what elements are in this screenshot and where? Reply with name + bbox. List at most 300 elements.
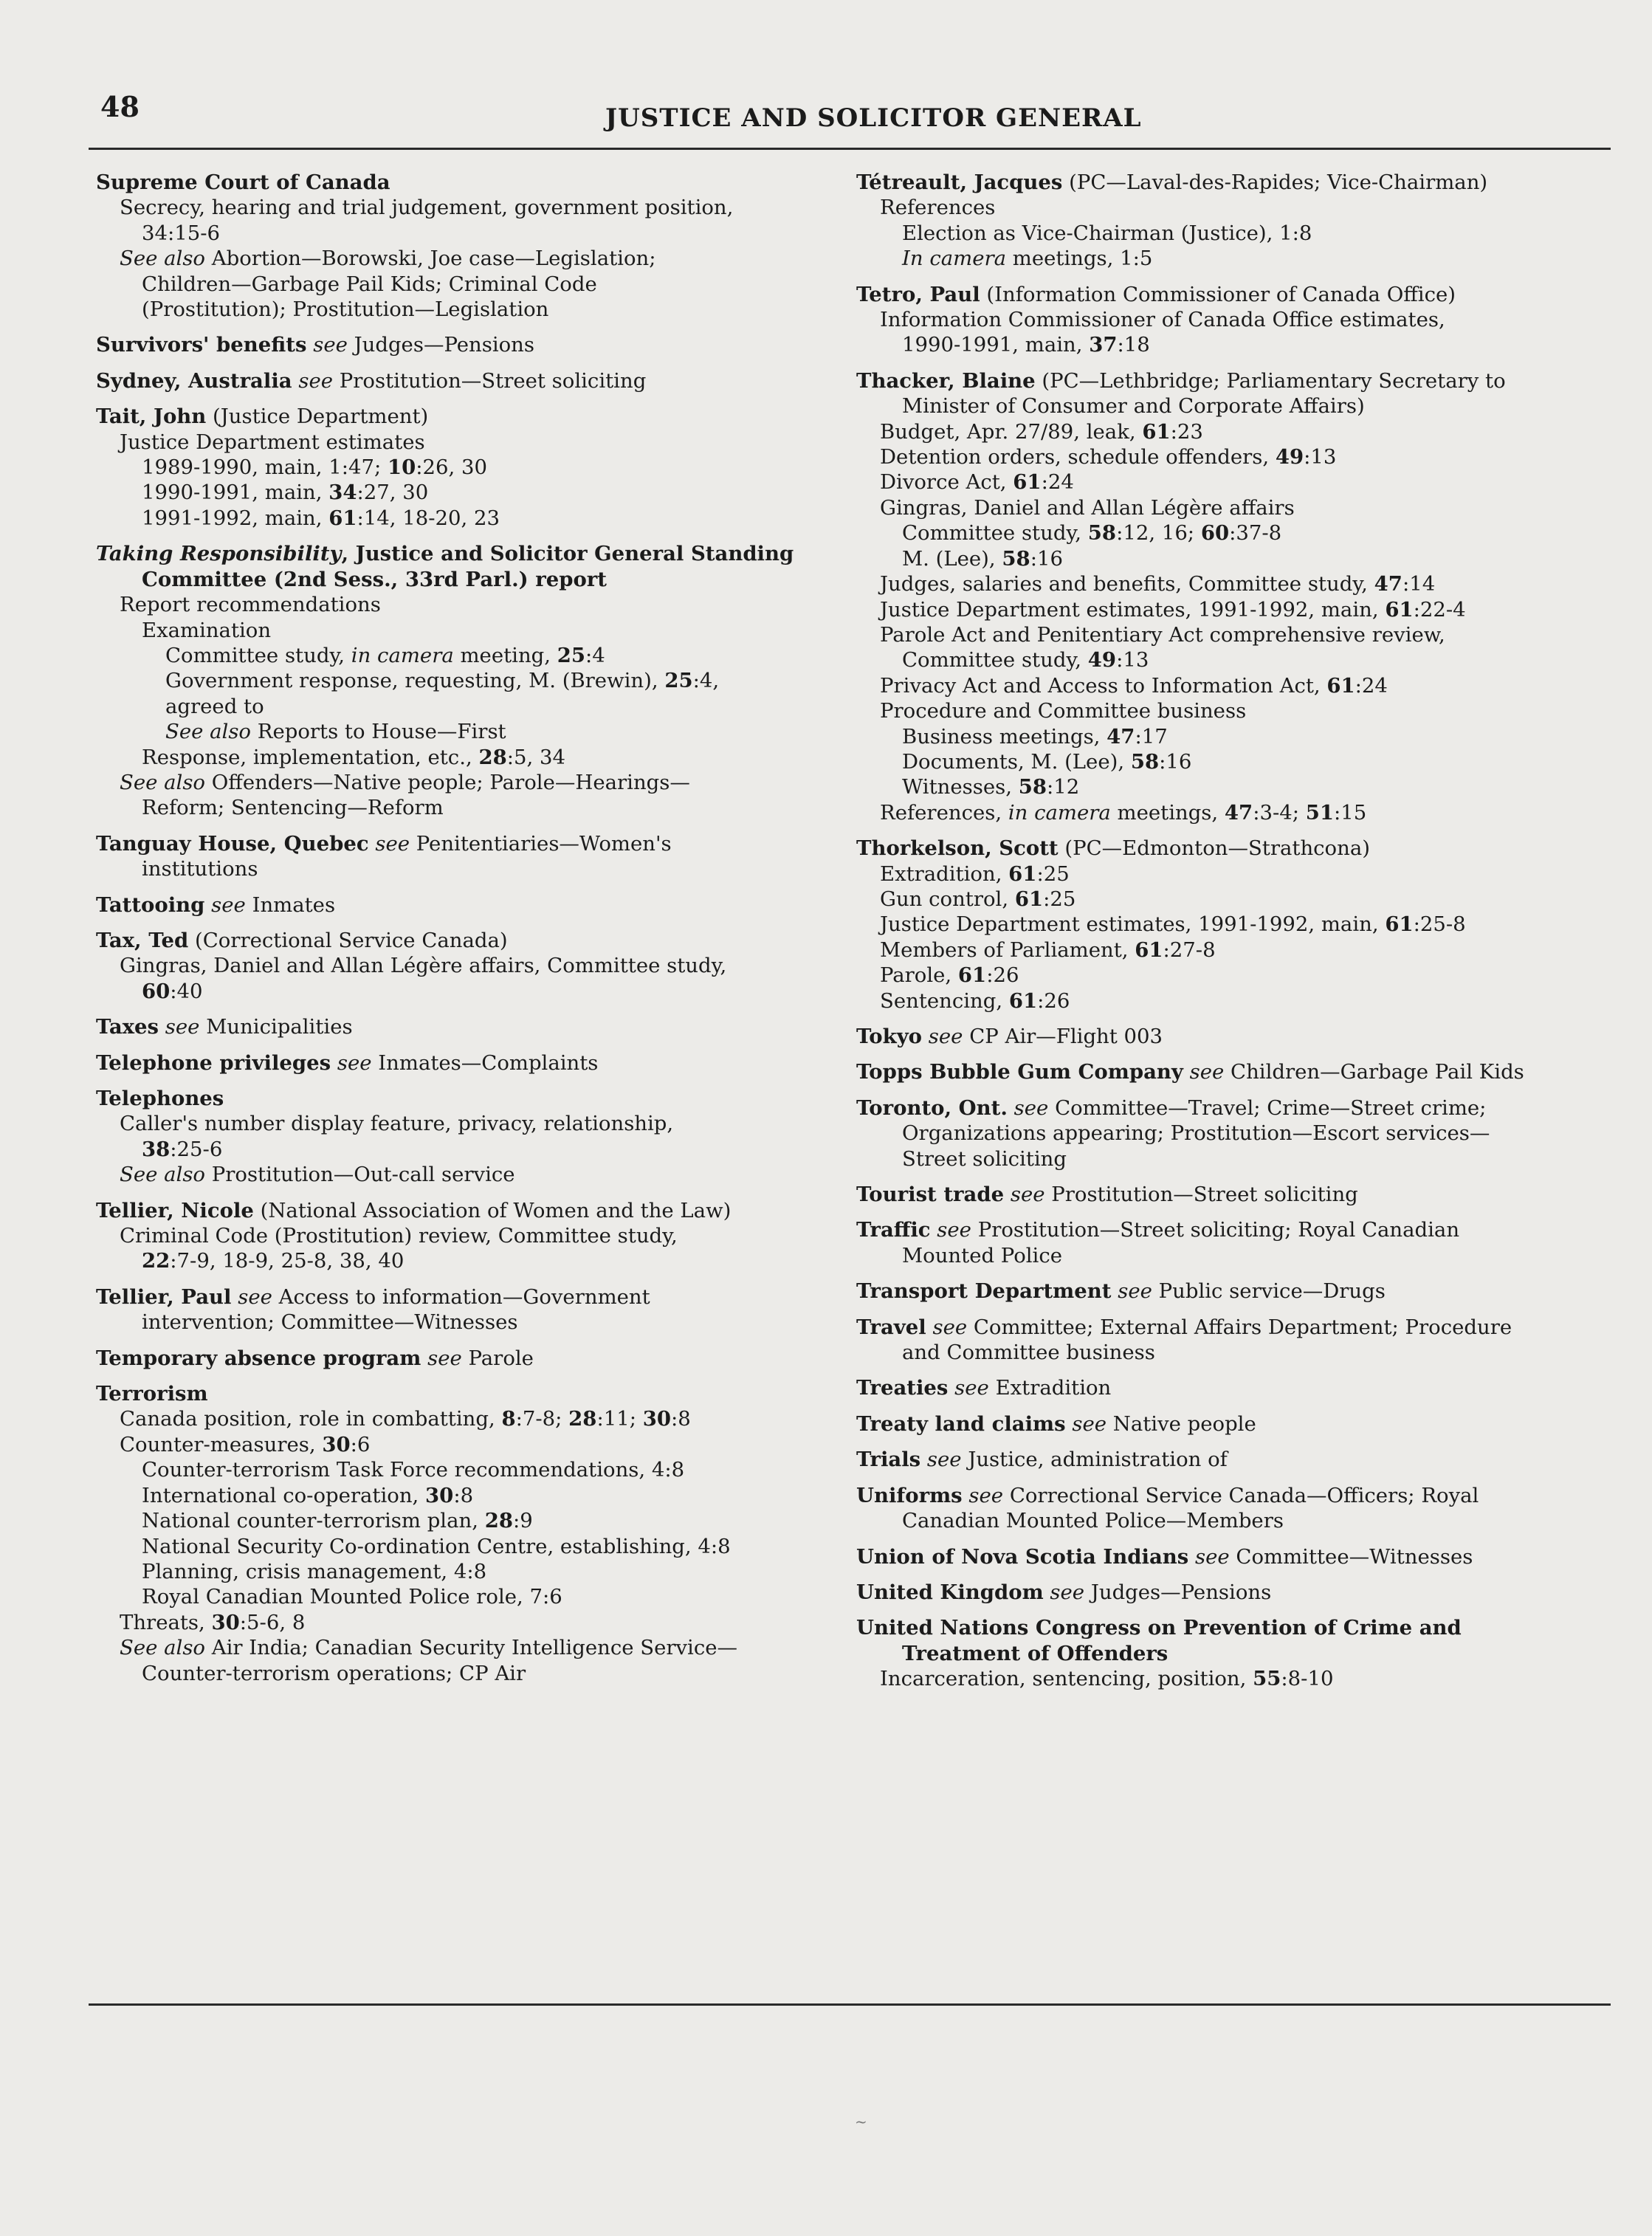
text-run: 49 (1087, 648, 1117, 672)
index-heading (856, 1580, 1602, 1605)
text-run: :25 (1043, 887, 1076, 911)
text-run: CP Air—Flight 003 (963, 1025, 1163, 1048)
index-subentry (856, 1340, 1602, 1365)
text-run: Gingras, Daniel and Allan Légère affairs (880, 495, 1295, 520)
text-run: 37 (1089, 333, 1118, 357)
text-run: see (1050, 1580, 1085, 1604)
text-run: Counter-terrorism Task Force recommendations, 4:8 (142, 1458, 685, 1482)
index-heading (856, 170, 1602, 195)
index-heading (856, 1447, 1602, 1472)
text-run: Thacker, Blaine (856, 368, 1036, 393)
index-subentry (96, 1432, 842, 1457)
index-subentry (856, 495, 1602, 520)
index-entry (96, 541, 842, 820)
index-heading (96, 1381, 842, 1406)
text-run: National Security Co-ordination Centre, establishing, 4:8 (142, 1534, 731, 1558)
text-run: Transport Department (856, 1279, 1112, 1304)
text-run: see (1072, 1411, 1107, 1436)
text-run: meetings, (1110, 800, 1225, 825)
index-heading (856, 1615, 1602, 1640)
text-run: :12 (1047, 775, 1080, 799)
index-subentry (96, 770, 842, 795)
index-entry (856, 1024, 1602, 1049)
index-entry (856, 1217, 1602, 1268)
index-subentry (96, 1162, 842, 1187)
index-subentry (856, 1121, 1602, 1146)
index-subentry (96, 1111, 842, 1136)
text-run (1008, 1096, 1014, 1120)
text-run: Canadian Mounted Police—Members (902, 1509, 1284, 1533)
text-run: Trials (856, 1448, 921, 1472)
text-run: :24 (1355, 673, 1388, 698)
text-run: Committee (2nd Sess., 33rd Parl.) report (142, 567, 607, 591)
text-run: Budget, Apr. 27/89, leak, (880, 419, 1143, 444)
index-entry (856, 1411, 1602, 1437)
index-subentry (96, 272, 842, 297)
index-entry (856, 1580, 1602, 1605)
index-entry (856, 170, 1602, 272)
text-run: Tattooing (96, 892, 205, 917)
index-subentry (856, 1508, 1602, 1533)
index-heading (96, 368, 842, 393)
text-run: :40 (170, 979, 203, 1003)
index-heading (856, 282, 1602, 307)
text-run: see (926, 1448, 962, 1472)
text-run: 51 (1305, 800, 1335, 825)
text-run (948, 1376, 954, 1400)
text-run (204, 893, 211, 917)
index-subentry (96, 1483, 842, 1508)
text-run: 61 (1142, 419, 1171, 444)
index-heading (96, 1014, 842, 1039)
index-subentry (96, 1310, 842, 1335)
text-run: 25 (557, 643, 586, 667)
text-run: Judges, salaries and benefits, Committee study, (880, 572, 1374, 596)
text-run: 30 (322, 1432, 351, 1456)
text-run: :25 (1036, 861, 1070, 886)
text-run: References, (880, 800, 1008, 825)
text-run: 28 (568, 1407, 597, 1431)
index-subentry (96, 745, 842, 770)
text-run: Temporary absence program (96, 1346, 421, 1370)
index-entry (96, 404, 842, 531)
text-run: Canada position, role in combatting, (120, 1407, 502, 1431)
text-run: Correctional Service Canada—Officers; Royal (1003, 1483, 1479, 1507)
text-run: In camera (902, 247, 1007, 271)
index-heading (96, 332, 842, 357)
index-subentry (856, 1243, 1602, 1268)
index-subentry (96, 795, 842, 820)
index-entry (96, 170, 842, 322)
index-entry (856, 1375, 1602, 1400)
text-run: Criminal Code (Prostitution) review, Committee study, (120, 1224, 678, 1248)
index-heading (856, 1095, 1602, 1121)
text-run: Tellier, Nicole (96, 1198, 254, 1222)
text-run: (PC—Lethbridge; Parliamentary Secretary to (1035, 368, 1506, 393)
text-run: Telephones (96, 1087, 224, 1110)
text-run: see (165, 1015, 200, 1039)
index-entry (856, 368, 1602, 825)
text-run: Counter-terrorism operations; CP Air (142, 1661, 526, 1685)
text-run: Committee—Witnesses (1229, 1544, 1473, 1569)
index-heading (96, 1050, 842, 1076)
running-head: JUSTICE AND SOLICITOR GENERAL (605, 103, 1142, 133)
index-entry (856, 1095, 1602, 1172)
text-run: :14 (1402, 572, 1436, 596)
text-run: Native people (1107, 1411, 1256, 1436)
text-run: 58 (1002, 546, 1030, 571)
text-run: 61 (1008, 988, 1038, 1013)
text-run: Topps Bubble Gum Company (856, 1060, 1183, 1084)
text-run: and Committee business (902, 1341, 1155, 1365)
text-run: Committee; External Affairs Department; Procedure (967, 1315, 1512, 1339)
header-rule (89, 148, 1611, 150)
text-run: (Correctional Service Canada) (188, 928, 508, 952)
index-entry (96, 1014, 842, 1039)
text-run (1004, 1183, 1011, 1206)
index-heading (96, 1198, 842, 1223)
page-number: 48 (100, 90, 140, 123)
text-run: Tétreault, Jacques (856, 171, 1063, 194)
text-run (1188, 1545, 1195, 1569)
text-run: Tourist trade (856, 1183, 1005, 1207)
stray-mark: ~ (855, 2113, 867, 2130)
text-run: :8 (670, 1407, 691, 1431)
text-run: Minister of Consumer and Corporate Affairs) (902, 394, 1365, 419)
text-run: :12, 16; (1116, 521, 1201, 546)
text-run: see (238, 1284, 272, 1309)
text-run: Tait, John (96, 405, 207, 429)
index-subentry (96, 430, 842, 455)
index-subentry (96, 719, 842, 744)
index-subentry (856, 520, 1602, 546)
text-run: Committee study, (165, 643, 351, 667)
text-run: 1991-1992, main, (142, 506, 329, 530)
text-run: Committee study, (902, 521, 1088, 546)
text-run: Thorkelson, Scott (856, 836, 1059, 861)
text-run: Justice, administration of (961, 1448, 1228, 1472)
text-run: Prostitution—Street soliciting (1044, 1183, 1358, 1207)
text-run: :5, 34 (506, 745, 565, 769)
text-run: Supreme Court of Canada (96, 171, 390, 194)
text-run: Municipalities (199, 1015, 353, 1039)
index-subentry (856, 246, 1602, 271)
text-run: intervention; Committee—Witnesses (142, 1310, 518, 1335)
index-subentry (96, 246, 842, 271)
text-run: Witnesses, (902, 775, 1019, 799)
text-run: Organizations appearing; Prostitution—Escort services— (902, 1121, 1490, 1146)
text-run: Inmates—Complaints (371, 1050, 599, 1075)
index-heading (96, 541, 842, 566)
text-run: Parole (461, 1346, 534, 1370)
text-run: Travel (856, 1315, 926, 1339)
text-run: Children—Garbage Pail Kids; Criminal Code (142, 272, 597, 296)
text-run: :25-8 (1413, 912, 1466, 937)
text-run (421, 1346, 427, 1370)
index-entry (96, 1284, 842, 1335)
index-heading (856, 1483, 1602, 1508)
text-run: Treaties (856, 1376, 949, 1400)
text-run: Treatment of Offenders (902, 1641, 1169, 1665)
text-run: (National Association of Women and the Law) (253, 1198, 732, 1222)
index-subentry (856, 938, 1602, 963)
index-subentry (856, 1666, 1602, 1691)
text-run: 8 (501, 1407, 516, 1431)
text-run: National counter-terrorism plan, (142, 1509, 485, 1533)
text-run: Sentencing, (880, 988, 1009, 1013)
text-run: 34:15-6 (142, 221, 221, 245)
index-subentry (96, 1534, 842, 1559)
text-run: Examination (142, 618, 272, 642)
text-run: see (937, 1218, 971, 1242)
index-subentry (96, 1635, 842, 1660)
text-run: Tellier, Paul (96, 1284, 232, 1309)
text-run: Parole, (880, 963, 958, 988)
text-run: Taking Responsibility (96, 542, 342, 566)
text-run: Gingras, Daniel and Allan Légère affairs, Committee study, (120, 954, 727, 978)
index-entry (96, 1381, 842, 1686)
text-run: 10 (387, 455, 416, 480)
text-run: Royal Canadian Mounted Police role, 7:6 (142, 1585, 562, 1609)
text-run: agreed to (165, 694, 264, 718)
text-run: 22 (142, 1249, 171, 1273)
index-subentry (856, 1641, 1602, 1666)
index-entry (96, 831, 842, 882)
index-heading (96, 831, 842, 856)
text-run: Secrecy, hearing and trial judgement, government position, (120, 196, 734, 220)
text-run: 61 (1013, 470, 1042, 495)
text-run: :26 (1037, 988, 1070, 1013)
text-run: Prostitution—Street soliciting (333, 368, 647, 393)
index-heading (856, 1375, 1602, 1400)
text-run (231, 1285, 238, 1309)
text-run: :23 (1170, 419, 1203, 444)
index-subentry (96, 1584, 842, 1609)
text-run: 1990-1991, main, (142, 481, 329, 505)
index-subentry (96, 1137, 842, 1162)
text-run: Penitentiaries—Women's (410, 831, 672, 856)
text-run: :26 (986, 963, 1019, 988)
text-run: see (1010, 1183, 1045, 1207)
text-run: United Nations Congress on Prevention of Crime and (856, 1616, 1462, 1640)
text-run: :16 (1030, 546, 1063, 571)
index-heading (856, 1544, 1602, 1569)
index-subentry (96, 592, 842, 617)
text-run: institutions (142, 857, 258, 881)
text-run: Reports to House—First (251, 720, 506, 744)
index-heading (856, 1182, 1602, 1207)
text-run: Reform; Sentencing—Reform (142, 796, 444, 820)
text-run: 38 (142, 1137, 171, 1161)
index-subentry (96, 297, 842, 322)
index-subentry (96, 455, 842, 480)
index-heading (96, 170, 842, 195)
text-run: :7-9, 18-9, 25-8, 38, 40 (170, 1249, 405, 1273)
text-run: :4 (585, 643, 605, 667)
text-run: 47 (1374, 572, 1403, 596)
index-entry (96, 1050, 842, 1076)
text-run: 61 (957, 963, 987, 988)
text-run: :13 (1116, 648, 1149, 672)
text-run: Access to information—Government (272, 1284, 650, 1309)
text-run (922, 1025, 929, 1048)
text-run: 61 (1385, 912, 1414, 937)
text-run: References (880, 196, 996, 220)
text-run: 61 (1014, 887, 1044, 911)
index-subentry (96, 221, 842, 246)
text-run: :11; (596, 1407, 643, 1431)
text-run: Uniforms (856, 1483, 963, 1507)
text-run: Justice Department estimates (120, 430, 425, 454)
text-run: 30 (425, 1483, 454, 1507)
index-subentry (856, 332, 1602, 357)
text-run: :3-4; (1253, 800, 1306, 825)
text-run: see (954, 1376, 989, 1400)
index-heading (96, 928, 842, 953)
index-column-left (96, 170, 842, 1696)
text-run: 58 (1130, 749, 1160, 774)
text-run: Threats, (120, 1610, 212, 1634)
text-run: See also (165, 720, 251, 744)
index-entry (856, 1447, 1602, 1472)
index-subentry (96, 694, 842, 719)
index-entry (96, 1198, 842, 1274)
text-run: :6 (350, 1432, 371, 1456)
text-run: see (427, 1346, 462, 1370)
text-run: Committee—Travel; Crime—Street crime; (1048, 1095, 1487, 1120)
index-subentry (96, 668, 842, 693)
text-run: , Justice and Solicitor General Standing (341, 542, 794, 566)
index-entry (856, 1315, 1602, 1366)
text-run: see (298, 368, 334, 393)
index-subentry (856, 1146, 1602, 1172)
index-heading (96, 892, 842, 918)
text-run: :16 (1159, 749, 1192, 774)
text-run: 30 (211, 1610, 240, 1634)
text-run: Tax, Ted (96, 928, 189, 952)
text-run: Sydney, Australia (96, 368, 292, 393)
text-run: Terrorism (96, 1382, 208, 1406)
text-run (931, 1218, 937, 1242)
text-run: see (1195, 1544, 1230, 1569)
text-run: 61 (1385, 597, 1414, 622)
text-run: Extradition (988, 1376, 1112, 1400)
text-run: Election as Vice-Chairman (Justice), 1:8 (902, 221, 1312, 245)
index-subentry (856, 912, 1602, 937)
index-heading (96, 1086, 842, 1111)
text-run: Offenders—Native people; Parole—Hearings— (205, 770, 690, 794)
text-run: Treaty land claims (856, 1411, 1066, 1436)
text-run: Public service—Drugs (1152, 1279, 1386, 1304)
text-run: Extradition, (880, 861, 1009, 886)
text-run: :4, (692, 669, 720, 693)
text-run: :9 (512, 1509, 533, 1533)
index-subentry (856, 393, 1602, 419)
index-subentry (96, 856, 842, 881)
text-run: Response, implementation, etc., (142, 745, 479, 769)
text-run: 61 (1326, 673, 1355, 698)
text-run: :25-6 (170, 1137, 223, 1161)
text-run: Children—Garbage Pail Kids (1224, 1060, 1524, 1084)
text-run: :15 (1334, 800, 1367, 825)
index-heading (856, 1315, 1602, 1340)
text-run: Report recommendations (120, 593, 381, 617)
footer-rule (89, 2003, 1611, 2006)
text-run: Prostitution—Out-call service (205, 1163, 515, 1187)
text-run: 55 (1253, 1667, 1281, 1691)
text-run: Traffic (856, 1218, 931, 1242)
index-subentry (856, 800, 1602, 825)
text-run (920, 1448, 927, 1471)
index-entry (96, 368, 842, 393)
text-run: Justice Department estimates, 1991-1992, main, (880, 597, 1386, 622)
text-run: International co-operation, (142, 1483, 426, 1507)
text-run: see (1189, 1060, 1225, 1084)
text-run: :5-6, 8 (239, 1610, 306, 1634)
text-run: :27, 30 (357, 481, 429, 505)
text-run: 61 (1135, 938, 1163, 962)
text-run: :24 (1041, 470, 1074, 495)
index-subentry (96, 618, 842, 643)
text-run: see (1118, 1279, 1152, 1304)
text-run: 47 (1224, 800, 1253, 825)
text-run: Tokyo (856, 1025, 923, 1048)
index-subentry (856, 988, 1602, 1014)
text-run: Taxes (96, 1015, 159, 1039)
index-subentry (96, 1248, 842, 1273)
text-run: 61 (328, 506, 357, 530)
index-subentry (96, 1661, 842, 1686)
text-run: 30 (642, 1407, 671, 1431)
index-heading (856, 1024, 1602, 1049)
text-run: (Information Commissioner of Canada Office) (980, 282, 1456, 306)
index-subentry (96, 567, 842, 592)
text-run: Judges—Pensions (347, 333, 534, 357)
text-run: Tanguay House, Quebec (96, 831, 369, 856)
text-run: :37-8 (1229, 521, 1282, 546)
text-run: see (211, 892, 246, 917)
index-entry (856, 282, 1602, 358)
text-run: 47 (1107, 724, 1135, 749)
text-run: Documents, M. (Lee), (902, 749, 1131, 774)
text-run: :8-10 (1281, 1667, 1334, 1691)
text-run: 58 (1087, 521, 1117, 546)
text-run: 49 (1275, 445, 1304, 469)
text-run: :27-8 (1163, 938, 1216, 962)
text-run: Government response, requesting, M. (Brewin), (165, 669, 665, 693)
index-subentry (856, 195, 1602, 220)
text-run: Survivors' benefits (96, 333, 307, 357)
text-run: Mounted Police (902, 1243, 1063, 1267)
index-subentry (856, 571, 1602, 596)
text-run: see (313, 333, 348, 357)
text-run: (Prostitution); Prostitution—Legislation (142, 297, 549, 322)
index-subentry (856, 861, 1602, 887)
text-run: 58 (1018, 775, 1047, 799)
index-subentry (856, 469, 1602, 495)
text-run: :26, 30 (416, 455, 487, 480)
text-run: 34 (328, 481, 357, 505)
index-entry (96, 1346, 842, 1371)
text-run: :13 (1304, 445, 1337, 469)
index-subentry (96, 1610, 842, 1635)
index-entry (96, 892, 842, 918)
index-entry (856, 1182, 1602, 1207)
text-run: Parole Act and Penitentiary Act comprehensive review, (880, 622, 1445, 647)
text-run: 25 (664, 669, 693, 693)
index-entry (96, 332, 842, 357)
text-run (1183, 1060, 1190, 1084)
